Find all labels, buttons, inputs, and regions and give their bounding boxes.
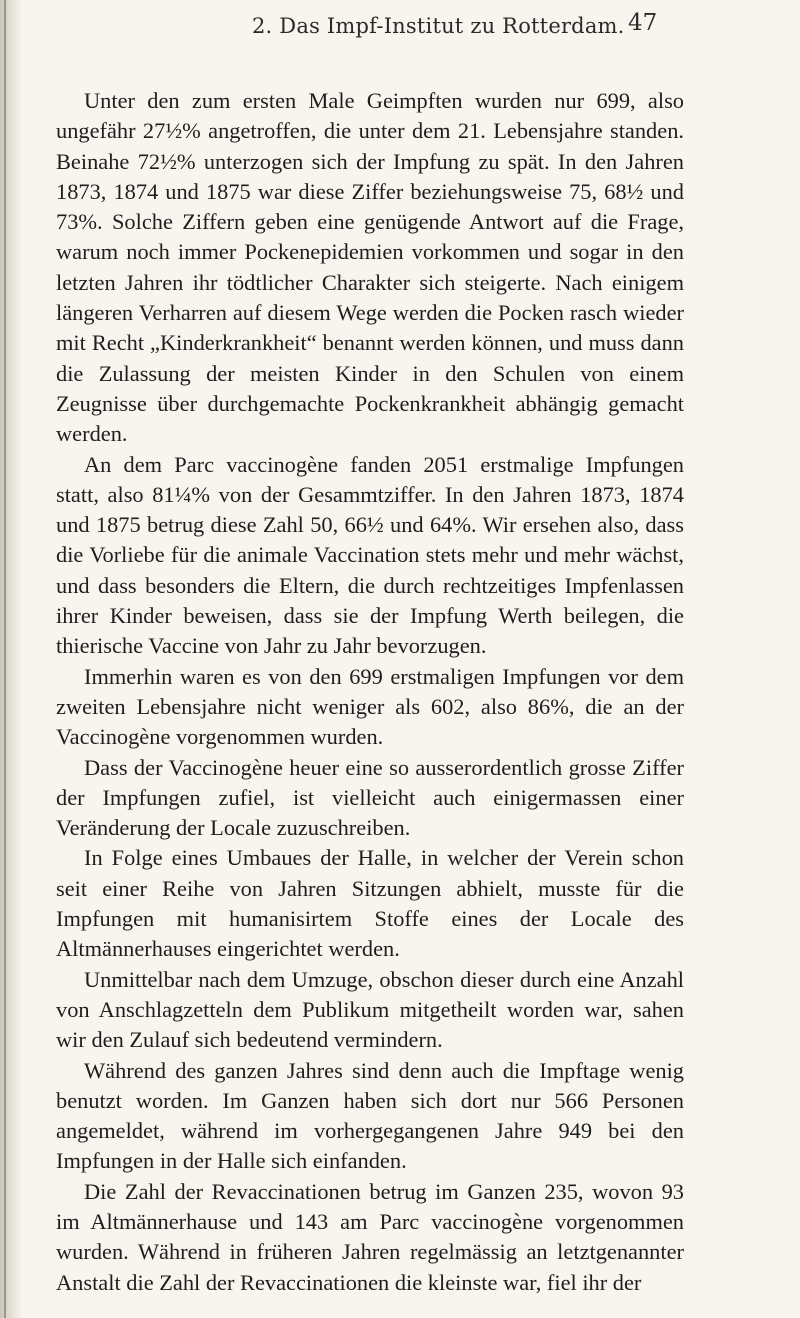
paragraph-6: Unmittelbar nach dem Umzuge, obschon dieser durch eine Anzahl von Anschlagzetteln dem Publikum mitgetheilt worden war, sahen wir den Zulauf sich bedeutend vermindern. (56, 966, 684, 1053)
paragraph-7: Während des ganzen Jahres sind denn auch die Impftage wenig benutzt worden. Im Ganzen haben sich dort nur 566 Personen angemeldet, während im vorhergegangenen Jahre 949 bei den Impfungen in der Halle sich einfanden. (56, 1057, 684, 1174)
paragraph-4: Dass der Vaccinogène heuer eine so ausserordentlich grosse Ziffer der Impfungen zufiel, ist vielleicht auch einigermassen einer Veränderung der Locale zuzuschreiben. (56, 754, 684, 841)
paragraph-1: Unter den zum ersten Male Geimpften wurden nur 699, also ungefähr 27½% angetroffen, die unter dem 21. Lebensjahre standen. Beinahe 72½% unterzogen sich der Impfung zu spät. In den Jahren 1873, 1874 und 1875 war diese Ziffer beziehungsweise 75, 68½ und 73%. Solche Ziffern geben eine genügende Antwort auf die Frage, warum noch immer Pockenepidemien vorkommen und sogar in den letzten Jahren ihr tödtlicher Charakter sich steigerte. Nach einigem längeren Verharren auf diesem Wege werden die Pocken rasch wieder mit Recht „Kinderkrankheit“ benannt werden können, und muss dann die Zulassung der meisten Kinder in den Schulen von einem Zeugnisse über durchgemachte Pockenkrankheit abhängig gemacht werden. (56, 88, 684, 447)
binding-edge-line (4, 0, 6, 1318)
paragraph-2: An dem Parc vaccinogène fanden 2051 erstmalige Impfungen statt, also 81¼% von der Gesammtziffer. In den Jahren 1873, 1874 und 1875 betrug diese Zahl 50, 66½ und 64%. Wir ersehen also, dass die Vorliebe für die animale Vaccination stets mehr und mehr wächst, und dass besonders die Eltern, die durch rechtzeitiges Impfenlassen ihrer Kinder beweisen, dass sie der Impfung Werth beilegen, die thierische Vaccine von Jahr zu Jahr bevorzugen. (56, 451, 684, 659)
running-title: 2. Das Impf-Institut zu Rotterdam. (252, 14, 625, 38)
page-header (0, 6, 800, 46)
paragraph-3: Immerhin waren es von den 699 erstmaligen Impfungen vor dem zweiten Lebensjahre nicht weniger als 602, also 86%, die an der Vaccinogène vorgenommen wurden. (56, 663, 684, 750)
page-number: 47 (628, 10, 658, 36)
paragraph-5: In Folge eines Umbaues der Halle, in welcher der Verein schon seit einer Reihe von Jahren Sitzungen abhielt, musste für die Impfungen mit humanisirtem Stoffe eines der Locale des Altmännerhauses eingerichtet werden. (56, 845, 684, 962)
body-text (56, 86, 684, 1298)
paragraph-8: Die Zahl der Revaccinationen betrug im Ganzen 235, wovon 93 im Altmännerhause und 143 am Parc vaccinogène vorgenommen wurden. Während in früheren Jahren regelmässig an letztgenannter Anstalt die Zahl der Revaccinationen die kleinste war, fiel ihr der (56, 1178, 684, 1295)
